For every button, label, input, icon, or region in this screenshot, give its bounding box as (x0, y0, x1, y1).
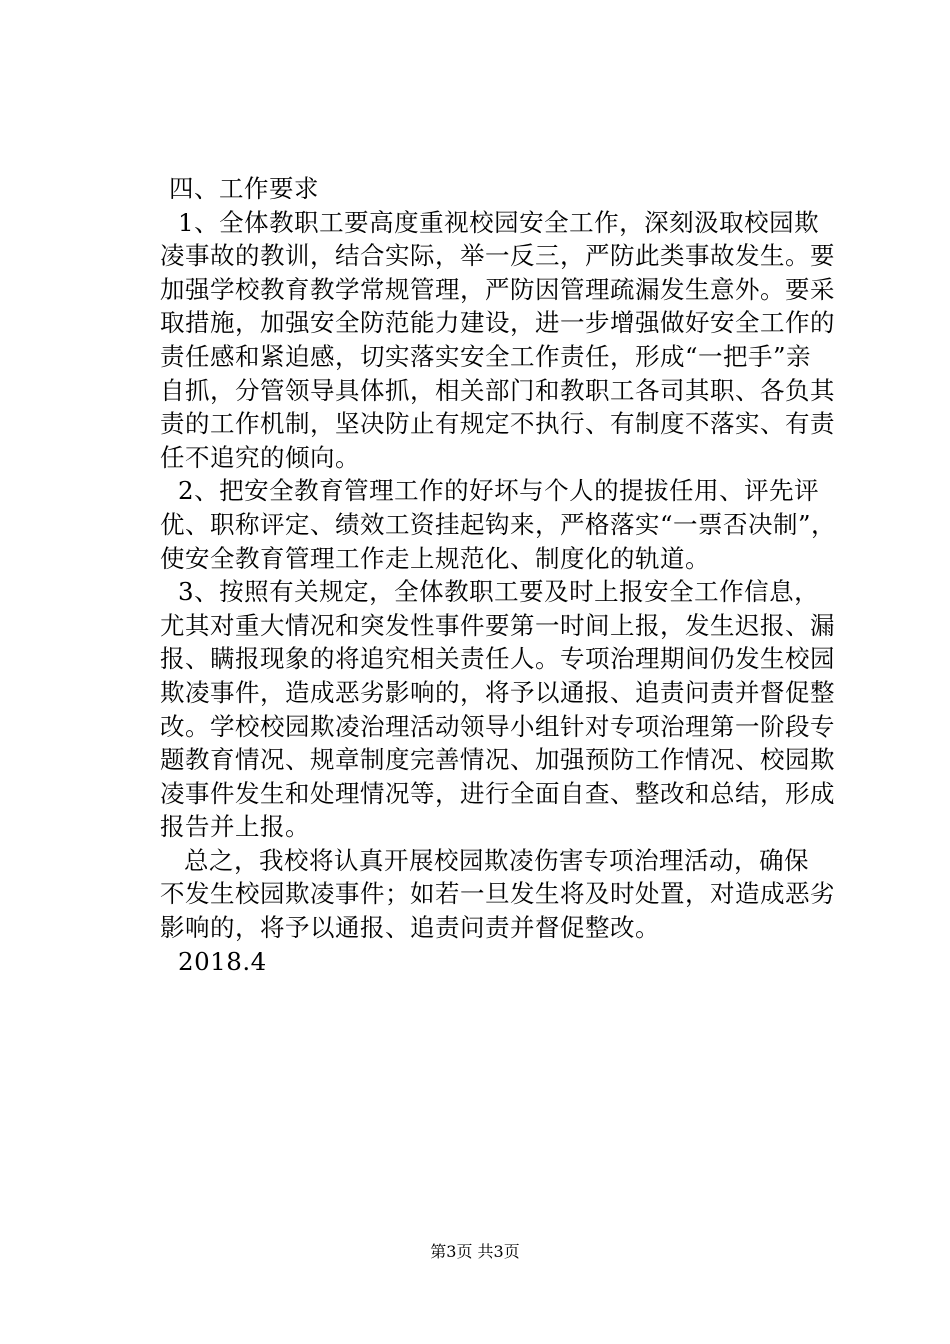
paragraph-line: 改。学校校园欺凌治理活动领导小组针对专项治理第一阶段专 (160, 711, 835, 741)
paragraph-4 (160, 844, 840, 945)
paragraph-line: 使安全教育管理工作走上规范化、制度化的轨道。 (160, 543, 710, 573)
paragraph-line: 凌事件发生和处理情况等，进行全面自查、整改和总结，形成 (160, 778, 835, 808)
paragraph-line: 凌事故的教训，结合实际，举一反三，严防此类事故发生。要 (160, 241, 835, 271)
paragraph-3 (160, 575, 840, 844)
paragraph-line: 尤其对重大情况和突发性事件要第一时间上报，发生迟报、漏 (160, 610, 835, 640)
paragraph-line: 自抓，分管领导具体抓，相关部门和教职工各司其职、各负其 (160, 375, 835, 405)
section-heading: 四、工作要求 (169, 174, 319, 203)
paragraph-line: 优、职称评定、绩效工资挂起钩来，严格落实“一票否决制”， (160, 509, 837, 539)
paragraph-line: 题教育情况、规章制度完善情况、加强预防工作情况、校园欺 (160, 745, 835, 775)
paragraph-line: 报、瞒报现象的将追究相关责任人。专项治理期间仍发生校园 (160, 644, 835, 674)
paragraph-line: 责任感和紧迫感，切实落实安全工作责任，形成“一把手”亲 (160, 341, 812, 371)
paragraph-line: 任不追究的倾向。 (160, 442, 360, 472)
paragraph-line: 2、把安全教育管理工作的好坏与个人的提拔任用、评先评 (178, 476, 820, 506)
paragraph-line: 不发生校园欺凌事件；如若一旦发生将及时处置，对造成恶劣 (160, 879, 835, 909)
paragraph-line: 取措施，加强安全防范能力建设，进一步增强做好安全工作的 (160, 308, 835, 338)
paragraph-line: 欺凌事件，造成恶劣影响的，将予以通报、追责问责并督促整 (160, 677, 835, 707)
document-date: 2018.4 (178, 946, 267, 976)
paragraph-line: 加强学校教育教学常规管理，严防因管理疏漏发生意外。要采 (160, 274, 835, 304)
paragraph-line: 报告并上报。 (160, 812, 310, 842)
paragraph-line: 影响的，将予以通报、追责问责并督促整改。 (160, 913, 660, 943)
page-footer: 第3页 共3页 (430, 1242, 520, 1261)
paragraph-line: 责的工作机制，坚决防止有规定不执行、有制度不落实、有责 (160, 409, 835, 439)
document-body (160, 172, 840, 978)
paragraph-line: 1、全体教职工要高度重视校园安全工作，深刻汲取校园欺 (178, 207, 820, 237)
paragraph-1 (160, 206, 840, 475)
paragraph-line: 总之，我校将认真开展校园欺凌伤害专项治理活动，确保 (184, 845, 809, 875)
paragraph-2 (160, 474, 840, 575)
paragraph-line: 3、按照有关规定，全体教职工要及时上报安全工作信息， (178, 577, 820, 607)
